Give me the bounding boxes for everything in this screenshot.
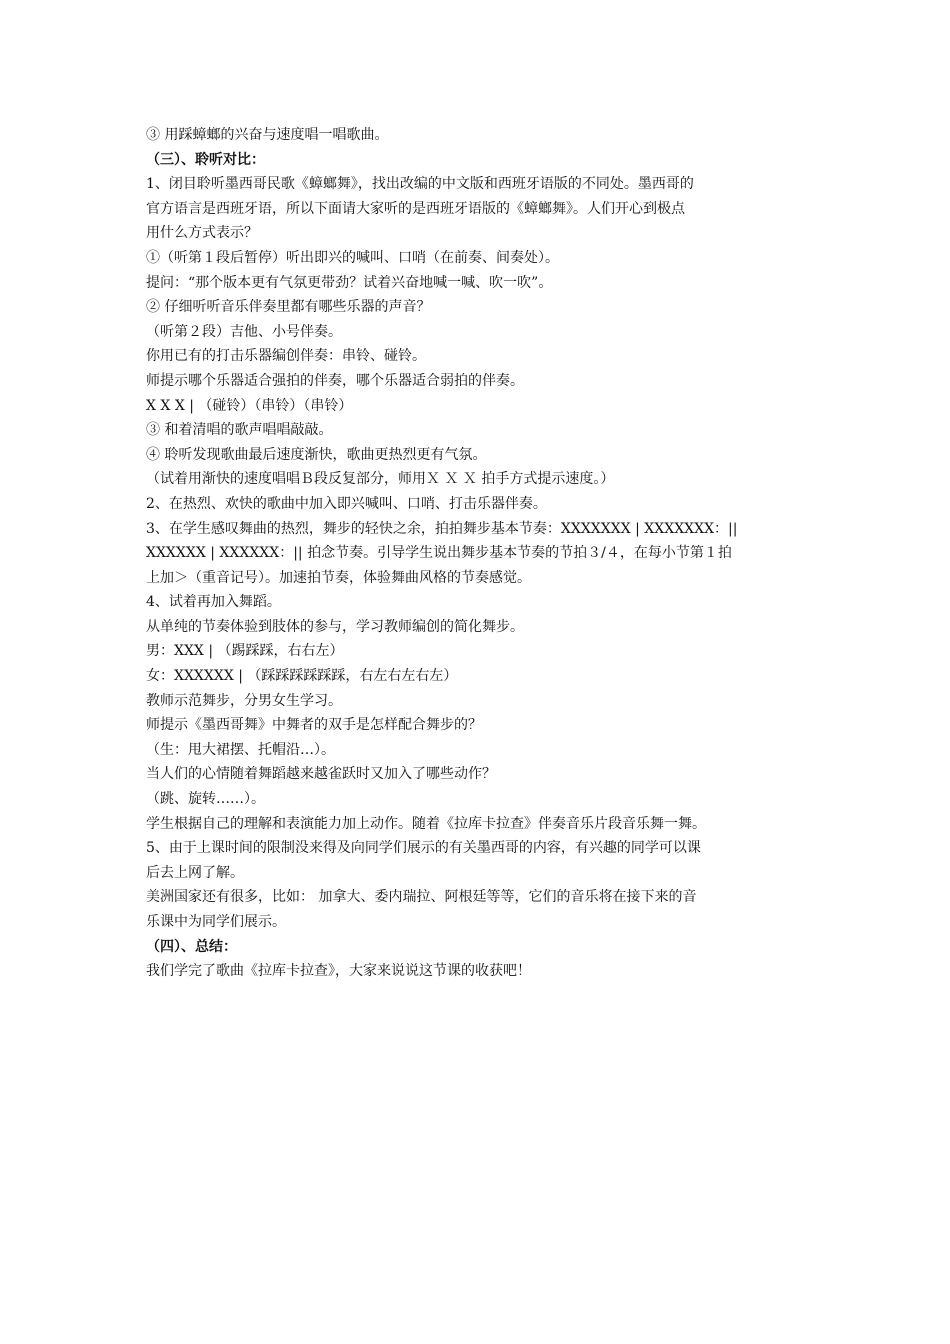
text-line: 5、由于上课时间的限制没来得及向同学们展示的有关墨西哥的内容，有兴趣的同学可以课 — [146, 840, 701, 857]
text-line: 你用已有的打击乐器编创伴奏：串铃、碰铃。 — [146, 348, 426, 365]
text-line: 上加＞（重音记号）。加速拍节奏，体验舞曲风格的节奏感觉。 — [146, 569, 531, 586]
text-line: 4、试着再加入舞蹈。 — [146, 594, 281, 611]
text-line: ③ 用踩蟑螂的兴奋与速度唱一唱歌曲。 — [146, 127, 389, 143]
text-line: （听第２段）吉他、小号伴奏。 — [146, 323, 342, 340]
text-line: X X X | （碰铃）（串铃）（串铃） — [146, 397, 353, 414]
text-line: 当人们的心情随着舞蹈越来越雀跃时又加入了哪些动作？ — [146, 766, 496, 783]
text-line: 美洲国家还有很多，比如： 加拿大、委内瑞拉、阿根廷等等，它们的音乐将在接下来的音 — [146, 889, 697, 906]
text-line: 提问：“那个版本更有气氛更带劲？试着兴奋地喊一喊、吹一吹”。 — [146, 274, 553, 291]
text-line: 2、在热烈、欢快的歌曲中加入即兴喊叫、口哨、打击乐器伴奏。 — [146, 495, 547, 512]
text-line: 教师示范舞步，分男女生学习。 — [146, 692, 342, 709]
text-line: 女：XXXXXX | （踩踩踩踩踩踩，右左右左右左） — [146, 668, 458, 685]
text-line: XXXXXX | XXXXXX：|| 拍念节奏。引导学生说出舞步基本节奏的节拍３/４，在每小节第１拍 — [146, 545, 732, 562]
text-line: （生：甩大裙摆、托帽沿…）。 — [146, 741, 335, 758]
text-line: ①（听第１段后暂停）听出即兴的喊叫、口哨（在前奏、间奏处）。 — [146, 249, 559, 266]
text-line: 3、在学生感叹舞曲的热烈，舞步的轻快之余，拍拍舞步基本节奏：XXXXXXX | XXXXXXX：|| — [146, 520, 738, 537]
text-line: ② 仔细听听音乐伴奏里都有哪些乐器的声音？ — [146, 299, 431, 316]
section-heading: （三）、聆听对比： — [146, 151, 265, 168]
text-line: 从单纯的节奏体验到肢体的参与，学习教师编创的简化舞步。 — [146, 618, 524, 635]
text-line: （跳、旋转……）。 — [146, 791, 265, 808]
text-line: （试着用渐快的速度唱唱Ｂ段反复部分，师用Ｘ Ｘ Ｘ 拍手方式提示速度。） — [146, 471, 615, 488]
document-body — [146, 123, 810, 984]
text-line: 1、闭目聆听墨西哥民歌《蟑螂舞》，找出改编的中文版和西班牙语版的不同处。墨西哥的 — [146, 176, 694, 193]
text-line: 师提示《墨西哥舞》中舞者的双手是怎样配合舞步的？ — [146, 717, 482, 734]
text-line: ④ 聆听发现歌曲最后速度渐快，歌曲更热烈更有气氛。 — [146, 446, 487, 463]
text-line: 官方语言是西班牙语，所以下面请大家听的是西班牙语版的《蟑螂舞》。人们开心到极点 — [146, 200, 685, 217]
text-line: 师提示哪个乐器适合强拍的伴奏，哪个乐器适合弱拍的伴奏。 — [146, 372, 524, 389]
section-heading: （四）、总结： — [146, 938, 237, 955]
text-line: 学生根据自己的理解和表演能力加上动作。随着《拉库卡拉查》伴奏音乐片段音乐舞一舞。 — [146, 815, 706, 832]
text-line: 男：XXX | （踢踩踩，右右左） — [146, 643, 344, 660]
text-line: 我们学完了歌曲《拉库卡拉查》，大家来说说这节课的收获吧！ — [146, 963, 531, 980]
text-line: 后去上网了解。 — [146, 864, 244, 881]
text-line: 用什么方式表示？ — [146, 225, 258, 242]
text-line: 乐课中为同学们展示。 — [146, 914, 286, 930]
text-line: ③ 和着清唱的歌声唱唱敲敲。 — [146, 422, 333, 439]
